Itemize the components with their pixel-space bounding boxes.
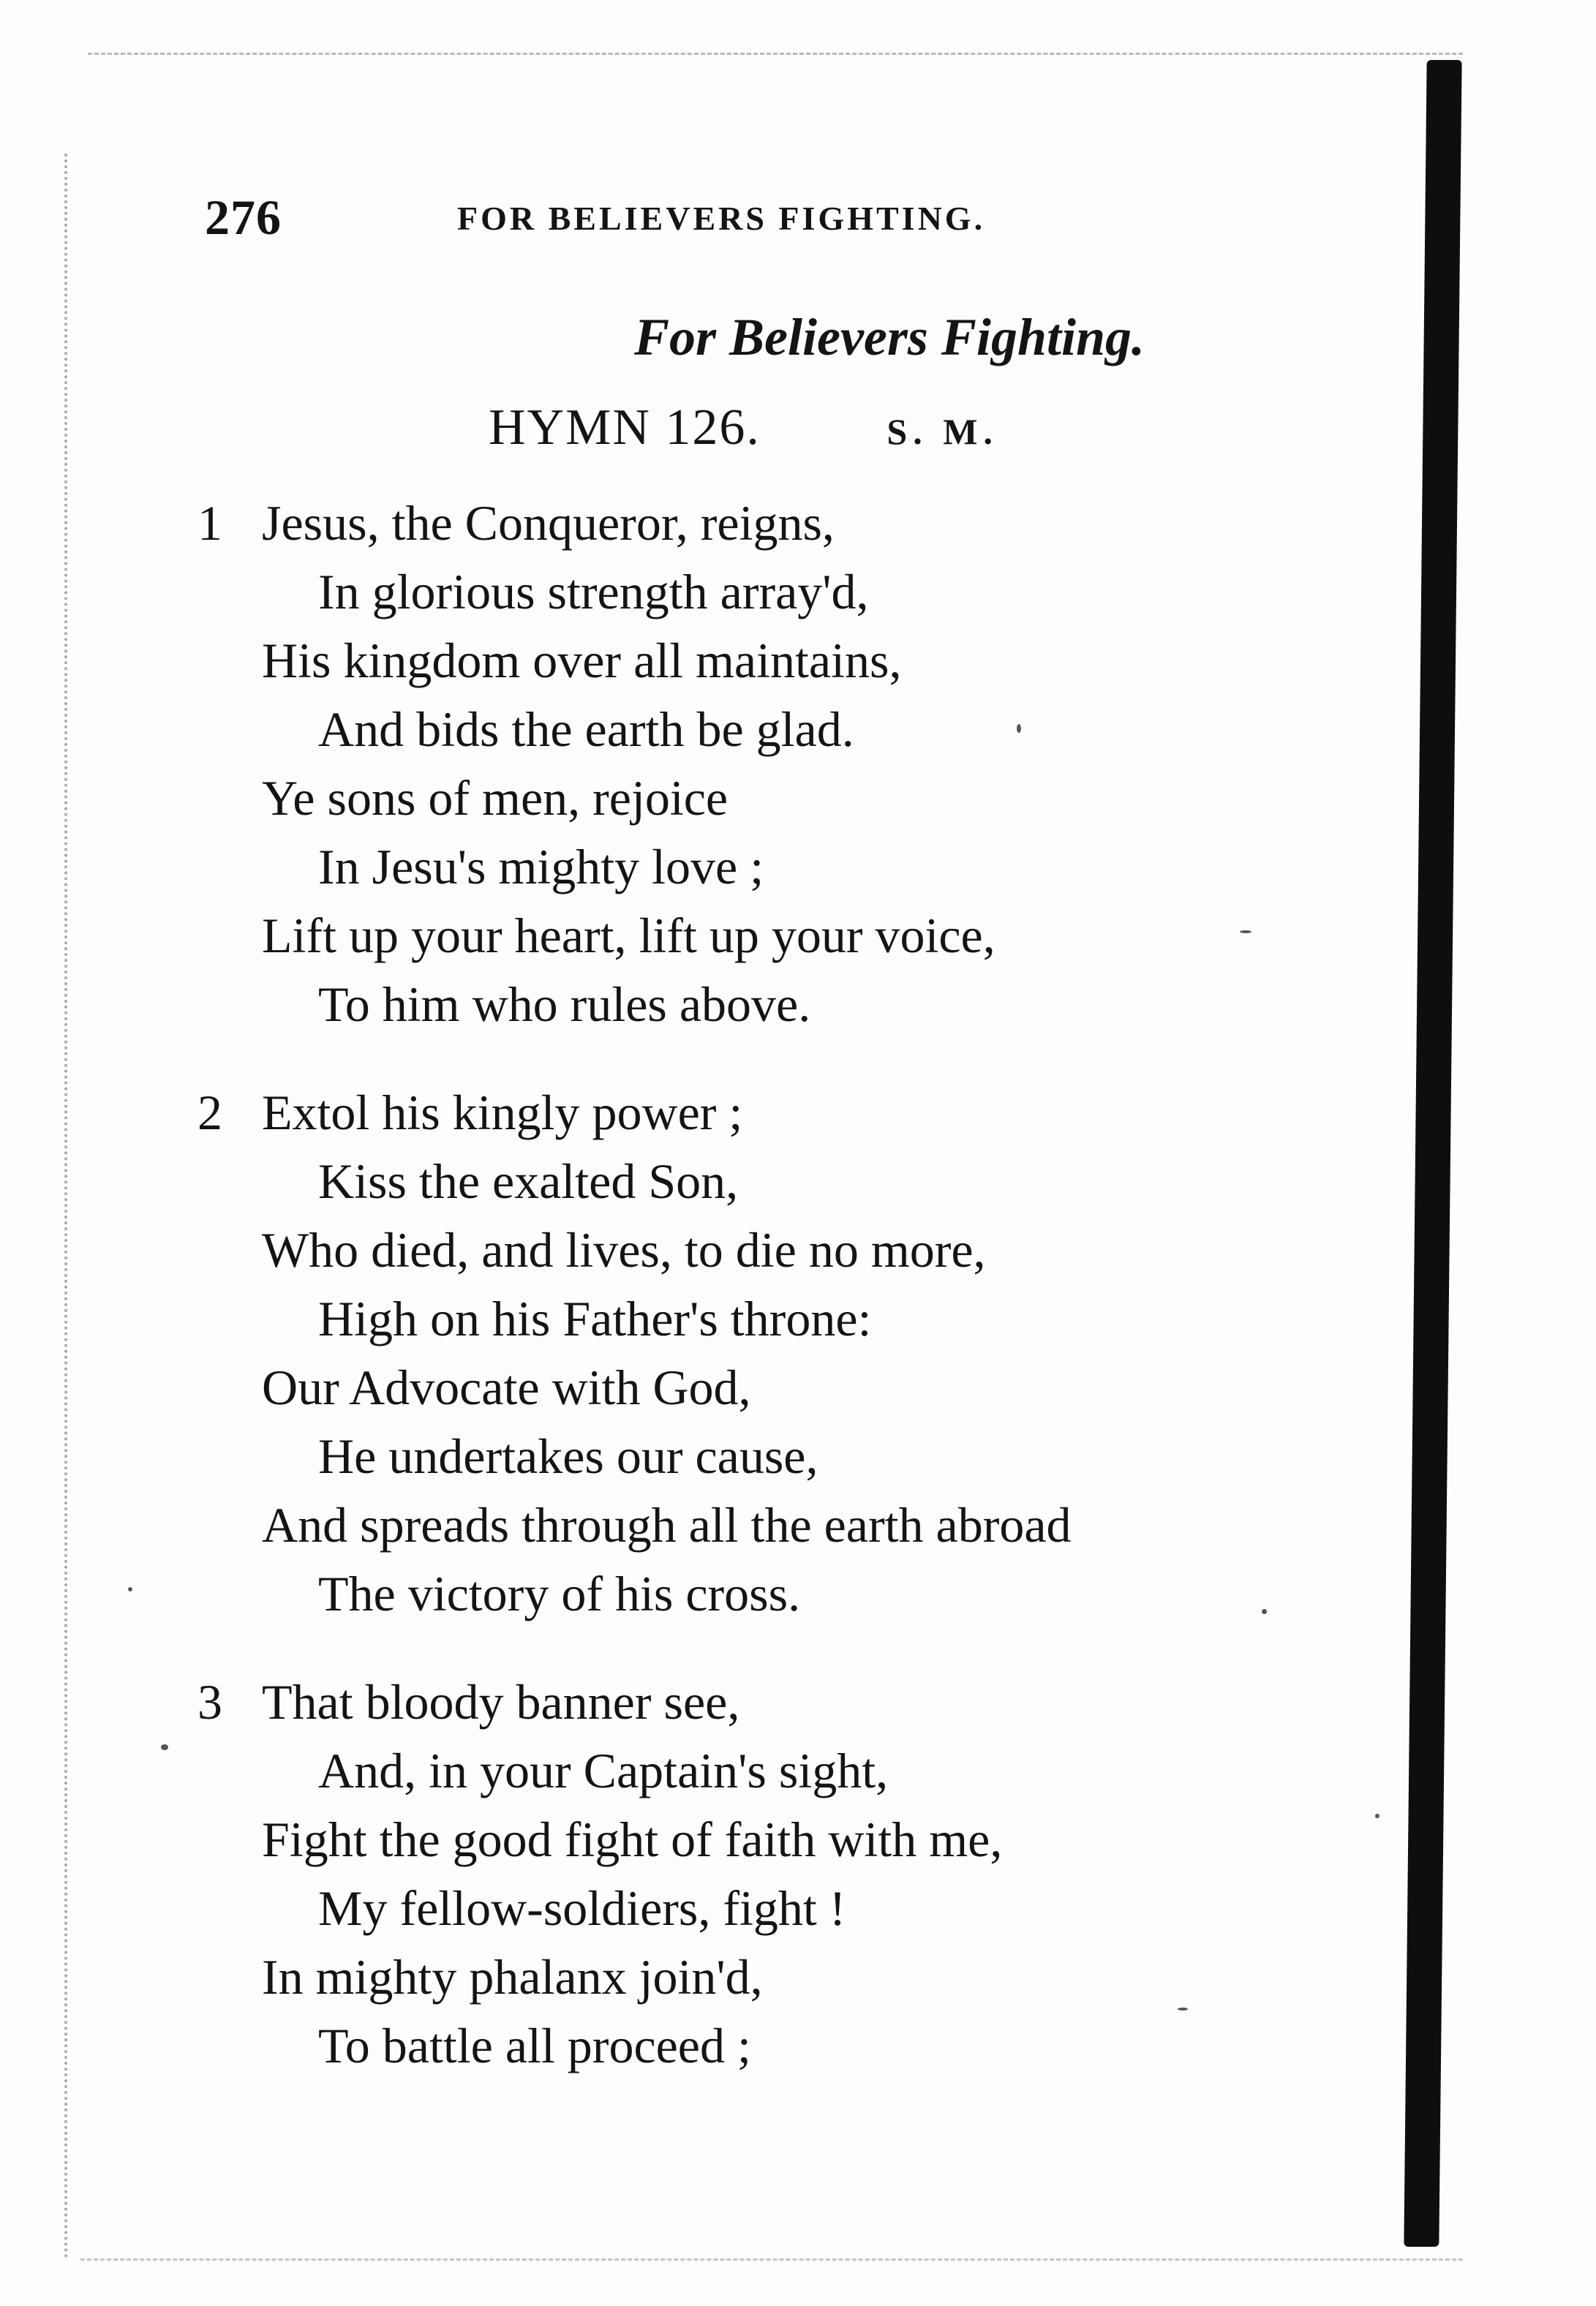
ink-speck bbox=[128, 1587, 132, 1591]
verse-line: And, in your Captain's sight, bbox=[318, 1743, 889, 1798]
ink-speck bbox=[161, 1744, 168, 1750]
verse-line: High on his Father's throne: bbox=[318, 1291, 872, 1346]
verse-line: My fellow-soldiers, fight ! bbox=[318, 1880, 846, 1936]
stanza-3 bbox=[197, 1668, 1368, 2080]
verse-line: The victory of his cross. bbox=[318, 1566, 801, 1621]
hymn-heading bbox=[489, 399, 998, 457]
binding-shadow bbox=[1404, 60, 1461, 2247]
stanza-number: 2 bbox=[197, 1085, 222, 1140]
verse-line: Extol his kingly power ; bbox=[262, 1085, 743, 1140]
stanza-number: 1 bbox=[197, 495, 222, 551]
verse-line: That bloody banner see, bbox=[262, 1674, 740, 1730]
page-edge-bottom bbox=[80, 2258, 1463, 2261]
hymn-meter: S. M. bbox=[887, 411, 998, 452]
verse-line: In mighty phalanx join'd, bbox=[262, 1949, 763, 2005]
verse-line: Fight the good fight of faith with me, bbox=[262, 1812, 1003, 1867]
section-title: For Believers Fighting. bbox=[633, 308, 1145, 366]
verse-line: Our Advocate with God, bbox=[262, 1360, 751, 1415]
stanza-number: 3 bbox=[197, 1674, 222, 1730]
page-edge-top bbox=[88, 53, 1463, 55]
hymn-number: HYMN 126. bbox=[489, 399, 761, 456]
page-number: 276 bbox=[205, 189, 282, 245]
running-title: FOR BELIEVERS FIGHTING. bbox=[457, 200, 986, 237]
verse-line: Jesus, the Conqueror, reigns, bbox=[262, 495, 835, 551]
page-edge-left bbox=[64, 154, 67, 2260]
verse-line: Who died, and lives, to die no more, bbox=[262, 1222, 986, 1278]
verse-line: Lift up your heart, lift up your voice, bbox=[262, 908, 995, 963]
verse-line: And bids the earth be glad. bbox=[318, 701, 854, 757]
verse-line: And spreads through all the earth abroad bbox=[262, 1497, 1072, 1553]
stanza-2 bbox=[197, 1078, 1368, 1628]
verse-line: To battle all proceed ; bbox=[318, 2018, 751, 2073]
verse-line: Ye sons of men, rejoice bbox=[262, 770, 729, 826]
running-head bbox=[205, 189, 1112, 247]
verse-line: His kingdom over all maintains, bbox=[262, 633, 902, 688]
verse-line: To him who rules above. bbox=[318, 976, 811, 1032]
verse-line: He undertakes our cause, bbox=[318, 1428, 818, 1484]
verse-line: Kiss the exalted Son, bbox=[318, 1153, 739, 1209]
verse-line: In glorious strength array'd, bbox=[318, 564, 869, 619]
verse-line: In Jesu's mighty love ; bbox=[318, 839, 764, 894]
ink-speck bbox=[1375, 1814, 1379, 1818]
hymn-body bbox=[197, 489, 1368, 2120]
stanza-1 bbox=[197, 489, 1368, 1039]
